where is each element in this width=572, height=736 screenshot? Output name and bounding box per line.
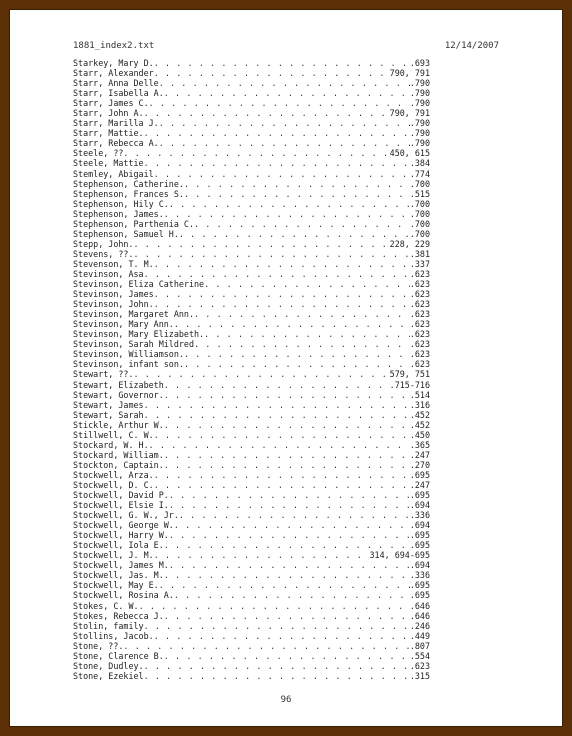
leader-dots xyxy=(164,540,410,550)
entry-name: Stevinson, James xyxy=(73,289,154,300)
entry-pages: .384 xyxy=(409,158,430,169)
entry-name: Stockwell, Harry W. xyxy=(73,530,169,541)
leader-dots xyxy=(154,480,410,490)
leader-dots xyxy=(204,279,410,289)
leader-dots xyxy=(184,349,410,359)
index-entry xyxy=(73,209,430,219)
index-entry xyxy=(73,410,430,420)
entry-pages: .515 xyxy=(409,188,430,199)
leader-dots xyxy=(144,108,390,118)
index-entry xyxy=(73,651,430,661)
index-entry xyxy=(73,641,430,651)
leader-dots xyxy=(169,500,410,510)
entry-name: Stevinson, Williamson. xyxy=(73,349,184,360)
index-entry xyxy=(73,118,430,128)
entry-name: Stockwell, D. C. xyxy=(73,479,154,490)
index-entry xyxy=(73,148,430,158)
entry-name: Starr, Anna Delle xyxy=(73,78,159,89)
leader-dots xyxy=(184,359,410,369)
entry-pages: 579, 751 xyxy=(389,369,430,380)
entry-name: Starr, John A. xyxy=(73,108,144,119)
entry-pages: .623 xyxy=(409,329,430,340)
leader-dots xyxy=(154,299,410,309)
entry-pages: .790 xyxy=(409,128,430,139)
entry-pages: .623 xyxy=(409,289,430,300)
entry-pages: .693 xyxy=(409,58,430,68)
index-entry xyxy=(73,460,430,470)
entry-name: Stone, ??. xyxy=(73,640,124,651)
index-entry xyxy=(73,400,430,410)
leader-dots xyxy=(164,390,410,400)
entry-pages: .554 xyxy=(409,650,430,661)
entry-name: Stephenson, James. xyxy=(73,208,164,219)
leader-dots xyxy=(184,189,410,199)
leader-dots xyxy=(123,148,389,158)
entry-name: Stephenson, Hily C. xyxy=(73,198,169,209)
index-entry xyxy=(73,319,430,329)
leader-dots xyxy=(144,410,410,420)
leader-dots xyxy=(144,671,410,681)
entry-pages: .452 xyxy=(409,409,430,420)
leader-dots xyxy=(154,430,410,440)
leader-dots xyxy=(169,560,410,570)
leader-dots xyxy=(204,329,410,339)
leader-dots xyxy=(144,621,410,631)
index-entry xyxy=(73,500,430,510)
page-header xyxy=(73,41,499,51)
entry-name: Starr, Rebecca A. xyxy=(73,138,159,149)
entry-name: Stevinson, infant son. xyxy=(73,359,184,370)
index-entry xyxy=(73,299,430,309)
entry-name: Stewart, Sarah xyxy=(73,409,144,420)
entry-name: Starr, Isabella A. xyxy=(73,88,164,99)
leader-dots xyxy=(184,179,410,189)
index-entry xyxy=(73,621,430,631)
leader-dots xyxy=(169,490,410,500)
entry-pages: .774 xyxy=(409,168,430,179)
entry-pages: .315 xyxy=(409,670,430,681)
index-entry xyxy=(73,229,430,239)
index-entry xyxy=(73,78,430,88)
index-entry xyxy=(73,239,430,249)
entry-name: Stockwell, Arza. xyxy=(73,469,154,480)
leader-dots xyxy=(154,550,370,560)
entry-name: Stockwell, David P. xyxy=(73,490,169,501)
leader-dots xyxy=(144,661,410,671)
entry-name: Stone, Ezekiel xyxy=(73,670,144,681)
entry-name: Stickle, Arthur W. xyxy=(73,419,164,430)
entry-pages: .695 xyxy=(409,530,430,541)
entry-pages: .790 xyxy=(409,88,430,99)
leader-dots xyxy=(169,530,410,540)
entry-pages: .694 xyxy=(409,520,430,531)
entry-pages: .646 xyxy=(409,600,430,611)
entry-name: Starr, James C. xyxy=(73,98,149,109)
entry-pages: .336 xyxy=(409,570,430,581)
index-entry xyxy=(73,510,430,520)
index-entry xyxy=(73,189,430,199)
entry-pages: .623 xyxy=(409,349,430,360)
index-entry xyxy=(73,138,430,148)
entry-name: Steele, Mattie xyxy=(73,158,144,169)
entry-pages: .694 xyxy=(409,500,430,511)
leader-dots xyxy=(164,460,410,470)
entry-name: Stone, Clarence B. xyxy=(73,650,164,661)
entry-name: Stemley, Abigail xyxy=(73,168,154,179)
leader-dots xyxy=(174,319,410,329)
leader-dots xyxy=(154,259,410,269)
index-entry xyxy=(73,108,430,118)
entry-pages: .700 xyxy=(409,228,430,239)
entry-pages: 228, 229 xyxy=(389,238,430,249)
leader-dots xyxy=(154,58,410,68)
index-entry xyxy=(73,68,430,78)
entry-pages: 790, 791 xyxy=(389,108,430,119)
entry-pages: .246 xyxy=(409,620,430,631)
index-entry xyxy=(73,369,430,379)
index-entry xyxy=(73,199,430,209)
entry-pages: .452 xyxy=(409,419,430,430)
entry-pages: .700 xyxy=(409,178,430,189)
index-entry xyxy=(73,671,430,681)
index-entry xyxy=(73,219,430,229)
entry-name: Stephenson, Catherine. xyxy=(73,178,184,189)
index-entry xyxy=(73,128,430,138)
entry-pages: .623 xyxy=(409,339,430,350)
entry-name: Stockwell, May E. xyxy=(73,580,159,591)
leader-dots xyxy=(159,580,410,590)
leader-dots xyxy=(123,641,409,651)
entry-name: Stillwell, C. W. xyxy=(73,429,154,440)
entry-pages: 450, 615 xyxy=(389,148,430,159)
leader-dots xyxy=(149,440,410,450)
index-entry xyxy=(73,601,430,611)
leader-dots xyxy=(179,510,410,520)
leader-dots xyxy=(139,601,410,611)
entry-pages: .270 xyxy=(409,459,430,470)
leader-dots xyxy=(154,68,390,78)
entry-pages: .623 xyxy=(409,279,430,290)
entry-name: Stephenson, Frances S. xyxy=(73,188,184,199)
index-entry xyxy=(73,259,430,269)
entry-name: Stone, Dudley. xyxy=(73,660,144,671)
leader-dots xyxy=(159,118,410,128)
leader-dots xyxy=(194,339,410,349)
index-entry xyxy=(73,88,430,98)
leader-dots xyxy=(149,98,410,108)
entry-name: Stevinson, Asa xyxy=(73,268,144,279)
entry-name: Stockwell, Rosina A. xyxy=(73,590,174,601)
entry-pages: .790 xyxy=(409,98,430,109)
leader-dots xyxy=(159,138,410,148)
entry-name: Stevinson, Mary Elizabeth. xyxy=(73,329,205,340)
index-entry xyxy=(73,279,430,289)
entry-name: Stokes, Rebecca J. xyxy=(73,610,164,621)
leader-dots xyxy=(164,209,410,219)
entry-pages: .694 xyxy=(409,560,430,571)
index-entry xyxy=(73,570,430,580)
index-entry xyxy=(73,560,430,570)
entry-pages: .790 xyxy=(409,138,430,149)
entry-pages: .247 xyxy=(409,479,430,490)
entry-pages: .381 xyxy=(409,248,430,259)
index-entry xyxy=(73,580,430,590)
entry-pages: .790 xyxy=(409,78,430,89)
entry-pages: .623 xyxy=(409,268,430,279)
leader-dots xyxy=(154,289,410,299)
leader-dots xyxy=(164,651,410,661)
index-entry xyxy=(73,359,430,369)
entry-pages: .450 xyxy=(409,429,430,440)
index-entry xyxy=(73,269,430,279)
index-entry xyxy=(73,611,430,621)
leader-dots xyxy=(164,450,410,460)
entry-pages: .790 xyxy=(409,118,430,129)
entry-pages: .623 xyxy=(409,299,430,310)
index-entry xyxy=(73,309,430,319)
index-entry xyxy=(73,550,430,560)
entry-name: Stevinson, Mary Ann. xyxy=(73,319,174,330)
entry-name: Stolin, family xyxy=(73,620,144,631)
entry-name: Stevinson, Margaret Ann. xyxy=(73,309,195,320)
page-number: 96 xyxy=(280,695,292,705)
entry-pages: .695 xyxy=(409,469,430,480)
index-entry xyxy=(73,661,430,671)
index-entry xyxy=(73,490,430,500)
entry-name: Starr, Mattie. xyxy=(73,128,144,139)
entry-name: Stollins, Jacob. xyxy=(73,630,154,641)
index-entry xyxy=(73,329,430,339)
leader-dots xyxy=(154,169,410,179)
leader-dots xyxy=(174,590,410,600)
entry-name: Stephenson, Parthenia C. xyxy=(73,218,195,229)
entry-pages: .700 xyxy=(409,198,430,209)
entry-pages: .623 xyxy=(409,319,430,330)
entry-name: Stockard, William. xyxy=(73,449,164,460)
entry-pages: .695 xyxy=(409,580,430,591)
entry-pages: .247 xyxy=(409,449,430,460)
entry-name: Stokes, C. W. xyxy=(73,600,139,611)
entry-name: Stevens, ??. xyxy=(73,248,134,259)
index-entry xyxy=(73,631,430,641)
entry-name: Stockwell, Jas. M. xyxy=(73,570,164,581)
entry-pages: .695 xyxy=(409,490,430,501)
index-entry xyxy=(73,520,430,530)
entry-pages: .646 xyxy=(409,610,430,621)
leader-dots xyxy=(164,88,410,98)
leader-dots xyxy=(194,219,410,229)
entry-pages: .337 xyxy=(409,258,430,269)
leader-dots xyxy=(194,309,410,319)
entry-pages: .623 xyxy=(409,359,430,370)
leader-dots xyxy=(164,570,410,580)
entry-name: Starkey, Mary D. xyxy=(73,58,154,68)
leader-dots xyxy=(174,520,410,530)
leader-dots xyxy=(164,611,410,621)
entry-pages: .695 xyxy=(409,590,430,601)
index-entry xyxy=(73,470,430,480)
file-name: 1881_index2.txt xyxy=(73,41,155,51)
entry-name: Stepp, John. xyxy=(73,238,134,249)
entry-name: Steele, ?? xyxy=(73,148,124,159)
leader-dots xyxy=(164,380,390,390)
entry-name: Stevinson, Sarah Mildred xyxy=(73,339,195,350)
index-entry xyxy=(73,450,430,460)
leader-dots xyxy=(164,420,410,430)
leader-dots xyxy=(154,631,410,641)
index-entry xyxy=(73,420,430,430)
entry-pages: .336 xyxy=(409,510,430,521)
entry-name: Stephenson, Samuel H. xyxy=(73,228,179,239)
entry-name: Stockwell, J. M. xyxy=(73,550,154,561)
leader-dots xyxy=(144,400,410,410)
index-entry xyxy=(73,158,430,168)
entry-pages: .715-716 xyxy=(389,379,430,390)
entry-name: Stockwell, Elsie I. xyxy=(73,500,169,511)
entry-pages: .514 xyxy=(409,389,430,400)
index-entry xyxy=(73,339,430,349)
leader-dots xyxy=(134,249,410,259)
index-entry xyxy=(73,58,430,68)
index-entry xyxy=(73,349,430,359)
index-entry xyxy=(73,480,430,490)
index-entry xyxy=(73,179,430,189)
entry-pages: .807 xyxy=(409,640,430,651)
index-entry xyxy=(73,380,430,390)
entry-pages: .316 xyxy=(409,399,430,410)
entry-name: Stevinson, John. xyxy=(73,299,154,310)
entry-name: Starr, Marilla J. xyxy=(73,118,159,129)
leader-dots xyxy=(134,239,390,249)
entry-name: Stockwell, Iola E. xyxy=(73,540,164,551)
entry-name: Stockwell, James M. xyxy=(73,560,169,571)
entry-pages: .695 xyxy=(409,540,430,551)
index-entry xyxy=(73,390,430,400)
entry-name: Stockwell, George W. xyxy=(73,520,174,531)
leader-dots xyxy=(159,78,410,88)
index-entry xyxy=(73,540,430,550)
entry-name: Stewart, ??. xyxy=(73,369,134,380)
entry-pages: .449 xyxy=(409,630,430,641)
entry-pages: .700 xyxy=(409,208,430,219)
leader-dots xyxy=(144,269,410,279)
index-entry xyxy=(73,169,430,179)
index-entry xyxy=(73,530,430,540)
entry-pages: .623 xyxy=(409,309,430,320)
index-entry xyxy=(73,98,430,108)
print-date: 12/14/2007 xyxy=(444,41,499,51)
entry-pages: 314, 694-695 xyxy=(369,550,430,561)
entry-name: Stevinson, Eliza Catherine xyxy=(73,279,205,290)
leader-dots xyxy=(154,470,410,480)
entry-name: Stockton, Captain. xyxy=(73,459,164,470)
entry-name: Stewart, Elizabeth xyxy=(73,379,164,390)
index-entry xyxy=(73,590,430,600)
document-page xyxy=(9,9,563,727)
entry-pages: .365 xyxy=(409,439,430,450)
entry-name: Stockwell, G. W., Jr. xyxy=(73,510,179,521)
leader-dots xyxy=(144,158,410,168)
entry-name: Stewart, James xyxy=(73,399,144,410)
leader-dots xyxy=(134,369,390,379)
index-entry xyxy=(73,249,430,259)
entry-name: Stevenson, T. M. xyxy=(73,258,154,269)
entry-name: Starr, Alexander xyxy=(73,68,154,79)
entry-name: Stockard, W. H. xyxy=(73,439,149,450)
entry-name: Stewart, Governor. xyxy=(73,389,164,400)
leader-dots xyxy=(179,229,410,239)
entry-pages: 790, 791 xyxy=(389,68,430,79)
entry-pages: .623 xyxy=(409,660,430,671)
leader-dots xyxy=(169,199,410,209)
index-entry xyxy=(73,289,430,299)
entry-pages: .700 xyxy=(409,218,430,229)
index-list xyxy=(73,58,430,681)
leader-dots xyxy=(144,128,410,138)
index-entry xyxy=(73,440,430,450)
index-entry xyxy=(73,430,430,440)
